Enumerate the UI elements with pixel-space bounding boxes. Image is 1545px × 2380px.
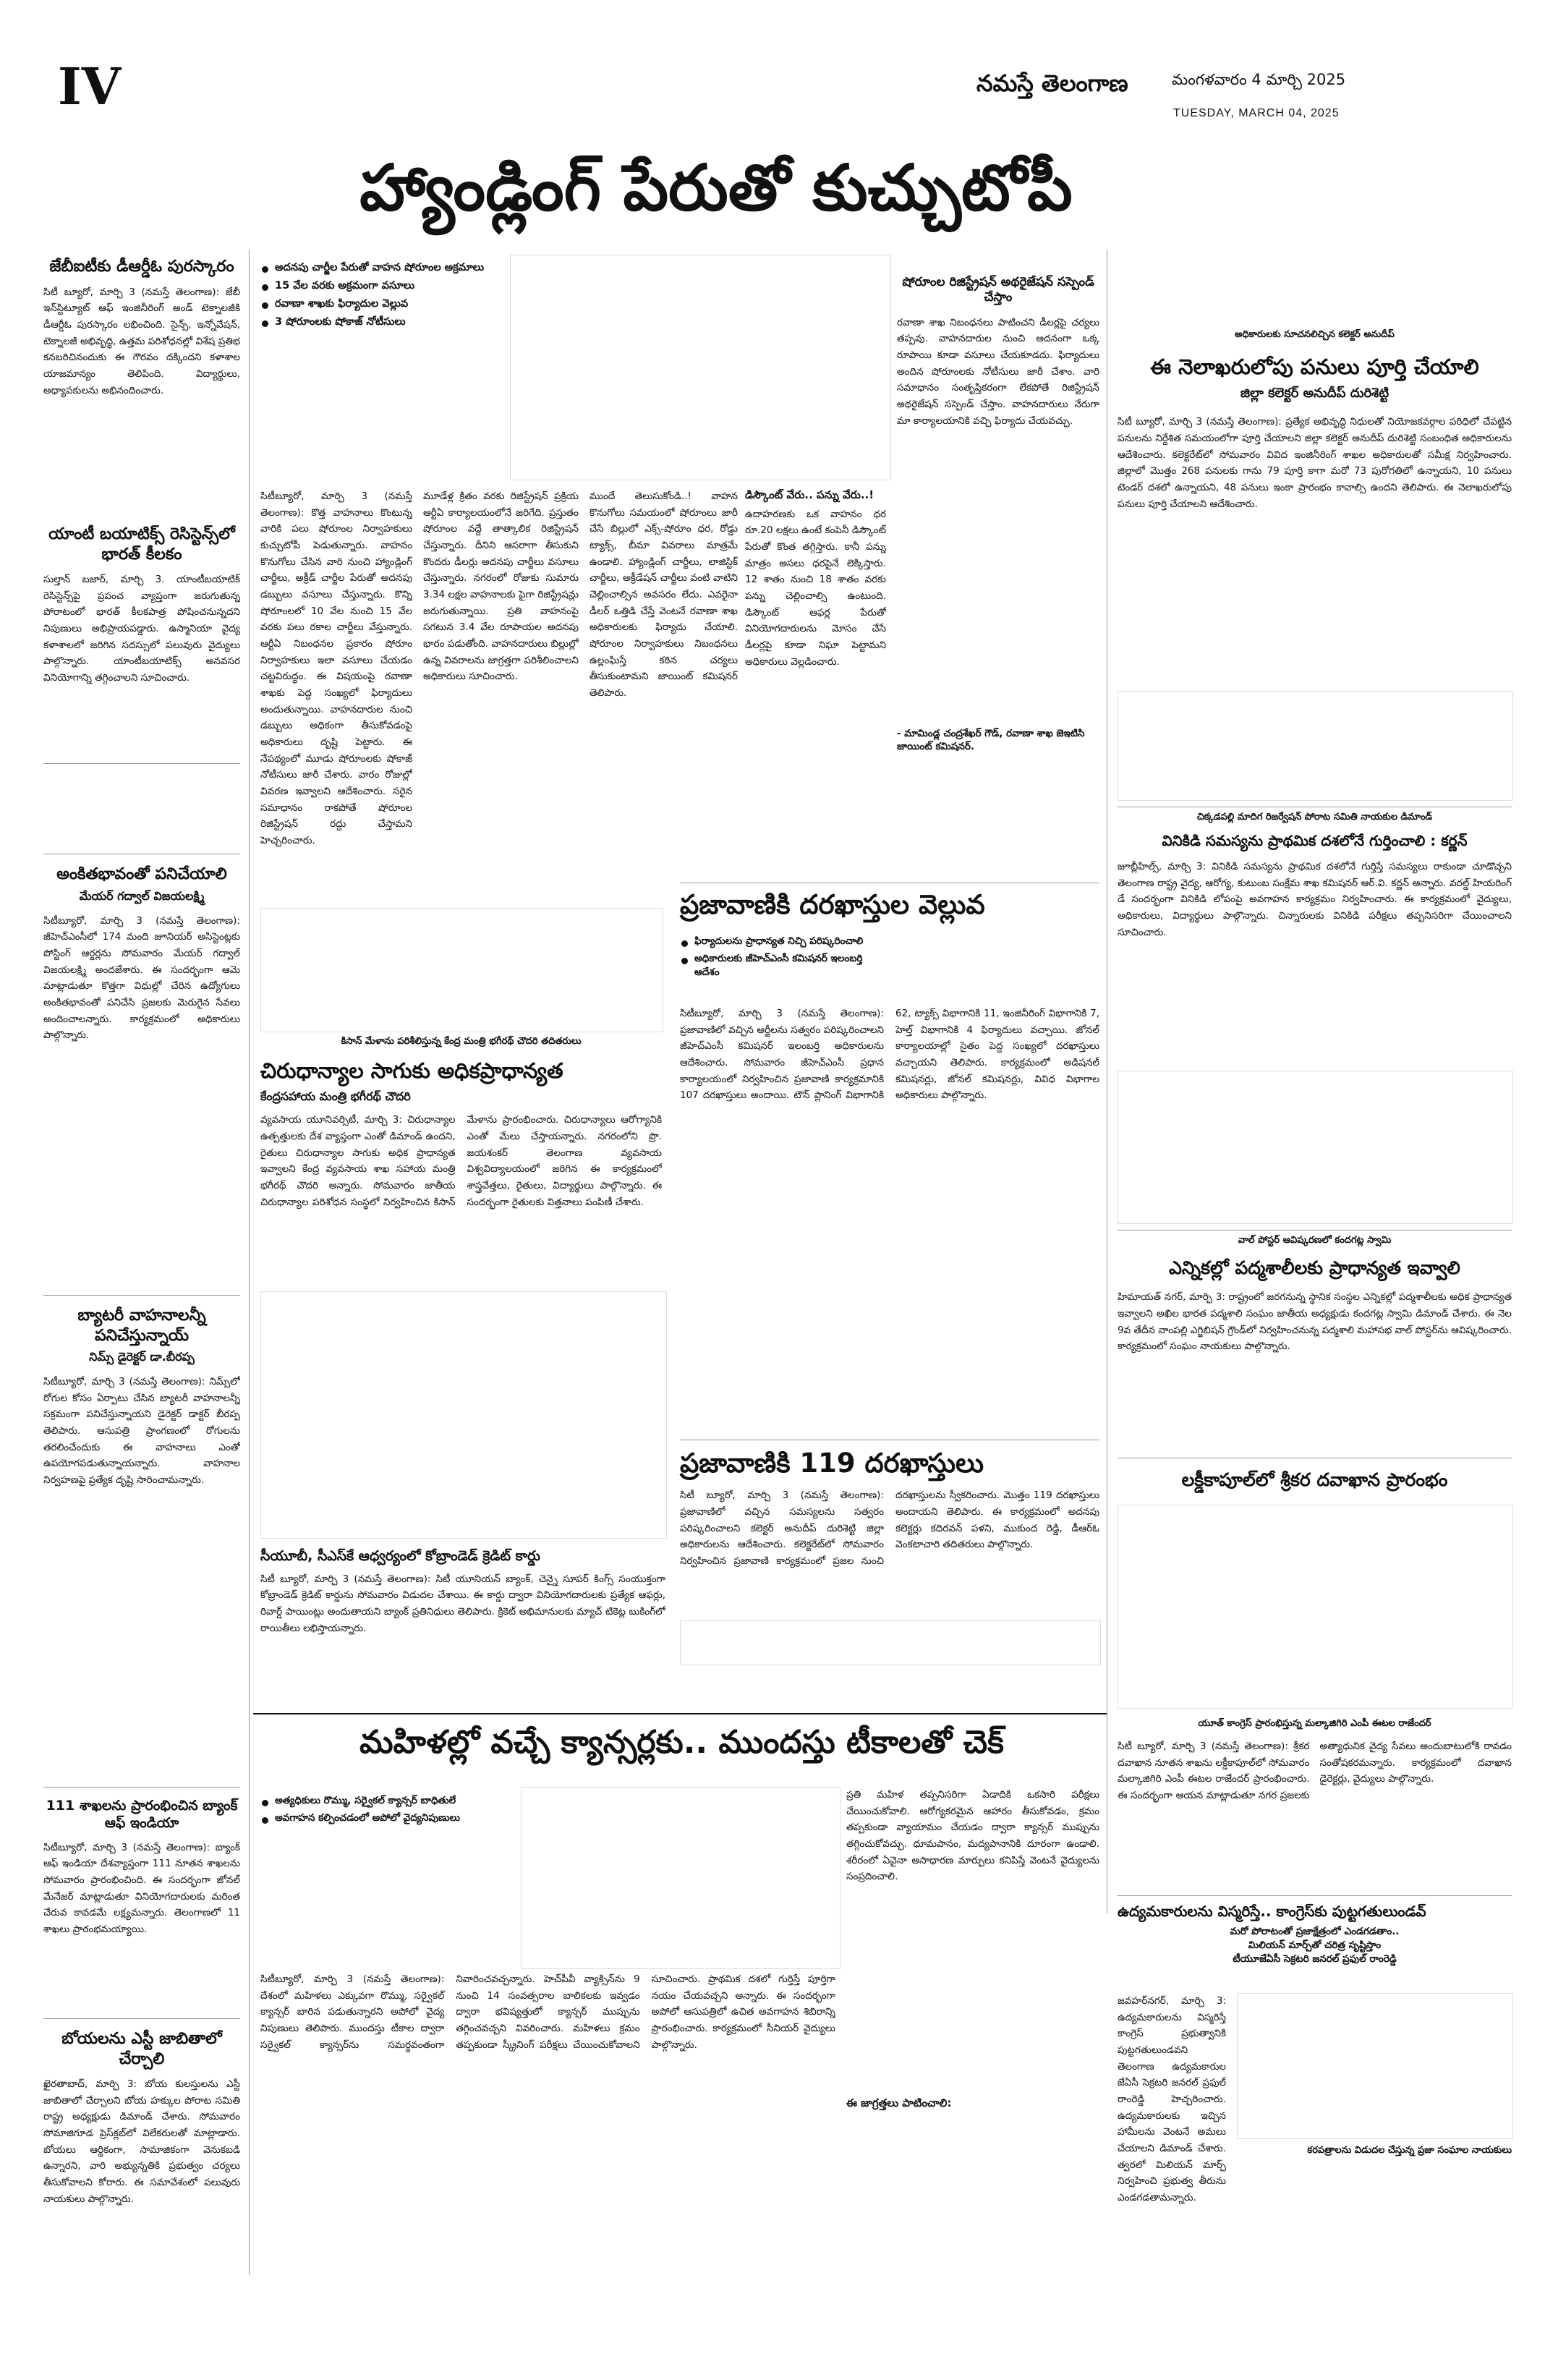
date-english: TUESDAY, MARCH 04, 2025: [1173, 107, 1340, 119]
story-kicker: యూత్ కాంగ్రెస్ ప్రారంభిస్తున్న మల్కాజిగిరి ఎంపీ ఈటల రాజేందర్: [1198, 1718, 1431, 1729]
story-byline: జిల్లా కలెక్టర్ అనుదీప్ దురిశెట్టి: [1240, 386, 1389, 401]
story-subline: మిలియన్ మార్చ్‌తో చరిత్ర సృష్టిస్తాం: [1248, 1939, 1382, 1951]
bullet-item: అత్యధికులు రొమ్ము, సర్వైకల్ క్యాన్సర్ బాధితులే: [260, 1794, 514, 1809]
cancer-headline: మహిళల్లో వచ్చే క్యాన్సర్లకు.. ముందస్తు టీకాలతో చెక్: [359, 1724, 1005, 1761]
story-boya-st: [43, 2029, 240, 2380]
story-body: సిటీ బ్యూరో, మార్చి 3 (నమస్తే తెలంగాణ): ప్రత్యేక అభివృద్ధి నిధులతో నియోజకవర్గాల పరిధిలో చేపట్టిన పనులను నిర్దేశిత సమయంలోగా పూర్తి చేయాలని జిల్లా కలెక్టర్ అనుదీప్ దురిశెట్టి సంబంధిత అధికారులను ఆదేశించారు. కలెక్టరేట్‌లో సోమవారం వివిద ఇంజినీరింగ్ శాఖల అధికారులతో సమీక్ష నిర్వహించారు. జిల్లాలో మొత్తం 268 పనులకు గాను 79 పూర్తి కాగా మరో 73 పురోగతిలో ఉన్నాయని, 10 పనులు టెండర్ దశలో ఉన్నాయని, 48 పనులు ఇంకా ప్రారంభం కావాల్సి ఉందని తెలిపారు. ఈ నెలాఖరులోపు పనులు పూర్తి చేయాలని ఆదేశించారు.: [1118, 416, 1512, 510]
photo-caption: కరపత్రాలను విడుదల చేస్తున్న ప్రజా సంఘాల నాయకులు: [1307, 2145, 1512, 2156]
page-number: IV: [58, 56, 122, 116]
story-collector: [1118, 329, 1512, 653]
date-telugu: మంగళవారం 4 మార్చి 2025: [1172, 71, 1346, 88]
story-body: సిటీ బ్యూరో, మార్చి 3 (నమస్తే తెలంగాణ): సిటీ యూనియన్ బ్యాంక్, చెన్నై సూపర్ కింగ్స్ సంయుక్తంగా కోబ్రాండెడ్ క్రెడిట్ కార్డును సోమవారం విడుదల చేశాయి. ఈ కార్డు ద్వారా వినియోగదారులకు ప్రత్యేక ఆఫర్లు, రివార్డ్ పాయింట్లు అందుతాయని బ్యాంక్ ప్రతినిధులు తెలిపారు. క్రికెట్ అభిమానులకు మ్యాచ్ టికెట్ల బుకింగ్‌లో రాయితీలు లభిస్తాయన్నారు.: [260, 1573, 665, 1634]
column-divider: [249, 250, 250, 2275]
main-story-body-c: ముందే తెలుసుకోండి..! వాహన కొనుగోలు సమయంలో షోరూంలు జారీ చేసే బిల్లులో ఎక్స్-షోరూం ధర, రోడ్డు ట్యాక్స్, బీమా వివరాలు మాత్రమే ఉండాలి. హ్యాండ్లింగ్ చార్జీలు, లాజిస్టిక్ చార్జీలు, అక్రీడేషన్ చార్జీలు వంటి వాటిని చెల్లించాల్సిన అవసరం లేదు. ఎవరైనా డీలర్ ఒత్తిడి చేస్తే వెంటనే రవాణా శాఖ అధికారులకు ఫిర్యాదు చేయాలి. షోరూంల నిర్వాహకులు నిబంధనలు ఉల్లంఘిస్తే కఠిన చర్యలు తీసుకుంటామని జాయింట్ కమిషనర్ తెలిపారు.: [590, 490, 738, 700]
divider: [1118, 1230, 1512, 1231]
story-prajavani-1: [680, 888, 1099, 922]
story-headline: జేబీఐటీకు డీఆర్డీఓ పురస్కారం: [49, 258, 234, 276]
story-byline: నిమ్స్ డైరెక్టర్ డా.బీరప్ప: [89, 1350, 195, 1364]
prajavani-1-bullets: [680, 935, 882, 983]
story-kicker: అధికారులకు సూచనలిచ్చిన కలెక్టర్ అనుదీప్: [1235, 329, 1395, 340]
movement-body: జవహర్‌నగర్, మార్చి 3: ఉద్యమకారులను విస్మరిస్తే కాంగ్రెస్ ప్రభుత్వానికి పుట్టగతులుండవని తెలంగాణ ఉద్యమకారుల జేఏసీ సెక్రటరి జనరల్ ప్రఫుల్ రాంరెడ్డి హెచ్చరించారు. ఉద్యమకారులకు ఇచ్చిన హామీలను వెంటనే అమలు చేయాలని డిమాండ్ చేశారు. త్వరలో మిలియన్ మార్చ్ నిర్వహించి ప్రభుత్వ తీరును ఎండగడతామన్నారు.: [1118, 1995, 1226, 2204]
story-body: సుల్తాన్ బజార్, మార్చి 3. యాంటీబయాటిక్ రెసిస్టెన్స్‌పై ప్రపంచ వ్యాప్తంగా జరుగుతున్న పోరాటంలో భారత్ కీలకపాత్ర పోషించనున్నదని నిపుణులు అభిప్రాయపడ్డారు. ఉస్మానియా వైద్య కళాశాలలో జరిగిన సదస్సులో పలువురు వైద్యులు పాల్గొన్నారు. యాంటీబయాటిక్స్ అనవసర వినియోగాన్ని తగ్గించాలని సూచించారు.: [43, 574, 240, 684]
main-story-body-b: మూడేళ్ల క్రితం వరకు రిజిస్ట్రేషన్ ప్రక్రియ ఆర్టీఏ కార్యాలయంలోనే జరిగేది. ప్రస్తుతం షోరూంల వద్దే తాత్కాలిక రిజిస్ట్రేషన్ చేస్తున్నారు. దీనిని ఆసరాగా తీసుకుని కొందరు డీలర్లు అదనపు చార్జీలు వసూలు చేస్తున్నారు. నగరంలో రోజుకు సుమారు 3.34 లక్షల వాహనాలకు పైగా రిజిస్ట్రేషన్లు జరుగుతున్నాయి. ప్రతి వాహనంపై సగటున 3.4 వేల రూపాయల అదనపు భారం పడుతోంది. వాహనదారులు బిల్లుల్లో ఉన్న వివరాలను జాగ్రత్తగా పరిశీలించాలని అధికారులు సూచించారు.: [423, 490, 579, 683]
story-movement: [1118, 1903, 1512, 1972]
story-headline: బ్యాటరీ వాహనాలన్నీ పనిచేస్తున్నాయ్: [77, 1306, 206, 1345]
story-hearing: [1118, 812, 1512, 1040]
story-body: హిమాయత్ నగర్, మార్చి 3: రాష్ట్రంలో జరగనున్న స్థానిక సంస్థల ఎన్నికల్లో పద్మశాలీలకు అధిక ప్రాధాన్యత ఇవ్వాలని అఖిల భారత పద్మశాలి సంఘం జాతీయ అధ్యక్షుడు కందగట్ల స్వామి డిమాండ్ చేశారు. ఈ నెల 9వ తేదీన నాంపల్లి ఎగ్జిబిషన్ గ్రౌండ్‌లో నిర్వహించనున్న పద్మశాలి మహాసభ వాల్ పోస్టర్‌ను ఆవిష్కరించారు. కార్యక్రమంలో సంఘం నాయకులు పాల్గొన్నారు.: [1118, 1291, 1512, 1353]
story-body: సిటీ బ్యూరో, మార్చి 3 (నమస్తే తెలంగాణ): ప్రజావాణిలో వచ్చిన సమస్యలను సత్వరం పరిష్కరించాలని కలెక్టర్ అనుదీప్ దురిశెట్టి జిల్లా అధికారులను ఆదేశించారు. కలెక్టరేట్‌లో సోమవారం నిర్వహించిన ప్రజావాణి కార్యక్రమంలో ప్రజల నుంచి దరఖాస్తులను స్వీకరించారు. మొత్తం 119 దరఖాస్తులు అందాయని తెలిపారు. ఈ కార్యక్రమంలో అదనపు కలెక్టర్లు కదిరవన్ పళని, ముకుంద రెడ్డి, డీఆర్ఓ వెంకటాచారి తదితరులు పాల్గొన్నారు.: [680, 1489, 1099, 1567]
story-kicker: వాల్ పోస్టర్ ఆవిష్కరణలో కందగట్ల స్వామి: [1238, 1235, 1392, 1246]
story-battery-vehicles: [43, 1306, 240, 1721]
millets-kicker: కిసాన్ మేళాను పరిశీలిస్తున్న కేంద్ర మంత్రి భగీరథ్ చౌదరి తదితరులు: [341, 1036, 582, 1047]
story-etala: [1118, 1718, 1512, 1876]
cancer-sub-heading: ఈ జాగ్రత్తలు పాటించాలి:: [846, 2096, 952, 2109]
main-story-body-a: సిటీబ్యూరో, మార్చి 3 (నమస్తే తెలంగాణ): కొత్త వాహనాలు కొంటున్న వారికి పలు షోరూంల నిర్వాహకులు కుచ్చుటోపీ పెడుతున్నారు. వాహనం కొనుగోలు చేసిన వారి నుంచి హ్యాండ్లింగ్ చార్జీలు, అక్రీడ్ చార్జీల పేరుతో అదనపు డబ్బులు వసూలు చేస్తున్నారు. కొన్ని షోరూంలలో 10 వేల నుంచి 15 వేల వరకు పలు రకాల చార్జీలు వేస్తున్నారు. ఆర్టీఏ నిబంధనల ప్రకారం షోరూం నిర్వాహకులు ఇలా వసూలు చేయడం చట్టవిరుద్ధం. ఈ విషయంపై రవాణా శాఖకు పెద్ద సంఖ్యలో ఫిర్యాదులు అందుతున్నాయి. వాహనదారుల నుంచి డబ్బులు అధికంగా తీసుకోవడంపై అధికారులు దృష్టి పెట్టారు. ఈ నేపథ్యంలో మూడు షోరూంలకు షోకాజ్ నోటీసులు జారీ చేశారు. వారం రోజుల్లో వివరణ ఇవ్వాలని ఆదేశించారు. సరైన సమాధానం రాకపోతే షోరూంల రిజిస్ట్రేషన్ రద్దు చేస్తామని హెచ్చరించారు.: [260, 490, 412, 847]
cobrand-photo: [680, 1620, 1101, 1665]
story-headline: అంకితభావంతో పనిచేయాలి: [56, 865, 227, 883]
srikara-photo: [1118, 1505, 1513, 1709]
bullet-item: రవాణా శాఖకు ఫిర్యాదుల వెల్లువ: [260, 297, 499, 312]
story-headline: ప్రజావాణికి దరఖాస్తుల వెల్లువ: [680, 889, 985, 920]
story-headline: ఈ నెలాఖరులోపు పనులు పూర్తి చేయాలి: [1150, 354, 1479, 379]
box-body: రవాణా శాఖ నిబంధనలు పాటించని డీలర్లపై చర్యలు తప్పవు. వాహనదారుల నుంచి అదనంగా ఒక్క రూపాయి కూడా వసూలు చేయకూడదు. ఫిర్యాదులు అందిన షోరూంలకు నోటీసులు జారీ చేశాం. వారి సమాధానం సంతృప్తికరంగా లేకపోతే రిజిస్ట్రేషన్ అథరైజేషన్ సస్పెండ్ చేస్తాం. వాహనదారులు నేరుగా మా కార్యాలయానికి వచ్చి ఫిర్యాదు చేయవచ్చు.: [897, 316, 1099, 427]
story-byline: మేయర్ గద్వాల్ విజయలక్ష్మి: [79, 888, 205, 903]
main-sub-heading: డిస్కౌంట్ వేరు.. పన్ను వేరు..!: [745, 488, 874, 501]
story-body: సిటీబ్యూరో, మార్చి 3 (నమస్తే తెలంగాణ): నిమ్స్‌లో రోగుల కోసం ఏర్పాటు చేసిన బ్యాటరీ వాహనాలన్నీ సక్రమంగా పనిచేస్తున్నాయని డైరెక్టర్ డాక్టర్ బీరప్ప తెలిపారు. ఆసుపత్రి ప్రాంగణంలో రోగులను తరలించేందుకు ఈ వాహనాలు ఎంతో ఉపయోగపడుతున్నాయన్నారు. వాహనాల నిర్వహణపై ప్రత్యేక దృష్టి సారించామన్నారు.: [43, 1376, 240, 1487]
story-headline: ఎన్నికల్లో పద్మశాలీలకు ప్రాధాన్యత ఇవ్వాలి: [1169, 1257, 1460, 1278]
story-body: సిటీబ్యూరో, మార్చి 3 (నమస్తే తెలంగాణ): జీహెచ్ఎంసీలో 174 మంది జూనియర్ అసిస్టెంట్లకు పోస్టింగ్ ఆర్డర్లను సోమవారం మేయర్ గద్వాల్ విజయలక్ష్మి అందజేశారు. ఈ సందర్భంగా ఆమె మాట్లాడుతూ కొత్తగా విధుల్లో చేరిన ఉద్యోగులు అంకితభావంతో పనిచేసి ప్రజలకు మెరుగైన సేవలు అందించాలన్నారు. కార్యక్రమంలో అధికారులు పాల్గొన్నారు.: [43, 914, 240, 1042]
box-title: షోరూంల రిజిస్ట్రేషన్ అథరైజేషన్ సస్పెండ్ చేస్తాం: [902, 275, 1094, 305]
story-body: వ్యవసాయ యూనివర్సిటీ, మార్చి 3: చిరుధాన్యాల ఉత్పత్తులకు దేశ వ్యాప్తంగా ఎంతో డిమాండ్ ఉందని, రైతులు చిరుధాన్యాల సాగుకు అధిక ప్రాధాన్యత ఇవ్వాలని కేంద్ర వ్యవసాయ శాఖ సహాయ మంత్రి భగీరథ్ చౌదరి అన్నారు. సోమవారం జాతీయ చిరుధాన్యాల పరిశోధన సంస్థలో నిర్వహించిన కిసాన్ మేళాను ప్రారంభించారు. చిరుధాన్యాలు ఆరోగ్యానికి ఎంతో మేలు చేస్తాయన్నారు. నగరంలోని ప్రొ. జయశంకర్ తెలంగాణ వ్యవసాయ విశ్వవిద్యాలయంలో జరిగిన ఈ కార్యక్రమంలో శాస్త్రవేత్తలు, రైతులు, విద్యార్థులు పాల్గొన్నారు. ఈ సందర్భంగా రైతులకు విత్తనాలు పంపిణీ చేశారు.: [260, 1114, 662, 1208]
prajavani-photo: [260, 1291, 667, 1539]
story-headline: 111 శాఖలను ప్రారంభించిన బ్యాంక్ ఆఫ్ ఇండియా: [46, 1798, 238, 1831]
story-cobrand: [260, 1548, 665, 1651]
main-headline: హ్యాండ్లింగ్ పేరుతో కుచ్చుటోపీ: [359, 150, 1073, 225]
story-antibiotics: [43, 524, 240, 846]
collector-photo: [1118, 691, 1513, 801]
story-subline: టీయూజేఏసీ సెక్రటరి జనరల్ ప్రఫుల్ రాంరెడ్డి: [1233, 1952, 1397, 1965]
story-headline: ఉద్యమకారులను విస్మరిస్తే.. కాంగ్రెస్‌కు పుట్టగతులుండవ్: [1118, 1903, 1426, 1920]
story-body: ఖైరతాబాద్, మార్చి 3: బోయ కులస్తులను ఎస్టీ జాబితాలో చేర్చాలని బోయ హక్కుల పోరాట సమితి రాష్ట్ర అధ్యక్షుడు డిమాండ్ చేశారు. సోమవారం సోమాజిగూడ ప్రెస్‌క్లబ్‌లో విలేకరులతో మాట్లాడారు. బోయలు ఆర్థికంగా, సామాజికంగా వెనుకబడి ఉన్నారని, వారి అభ్యున్నతికి ప్రభుత్వం చర్యలు తీసుకోవాలని కోరారు. ఈ సమావేశంలో పలువురు నాయకులు పాల్గొన్నారు.: [43, 2078, 240, 2205]
divider: [43, 1295, 240, 1296]
story-byline: కేంద్రసహాయ మంత్రి భగీరథ్ చౌదరి: [260, 1089, 411, 1104]
thick-rule: [253, 1713, 1107, 1714]
divider: [1118, 1895, 1512, 1896]
story-headline: చిరుధాన్యాల సాగుకు అధికప్రాధాన్యత: [260, 1058, 563, 1083]
cancer-photo: [521, 1787, 840, 1969]
story-body: సిటీ బ్యూరో, మార్చి 3 (నమస్తే తెలంగాణ): జేబీ ఇన్‌స్టిట్యూట్ ఆఫ్ ఇంజినీరింగ్ అండ్ టెక్నాలజీకి డీఆర్డీఓ పురస్కారం లభించింది. సైన్స్, ఇన్నోవేషన్, టెక్నాలజీ అభివృద్ధి, ఉత్తమ పరిశోధనల్లో విశేష ప్రతిభ కనబరిచినందుకు ఈ గౌరవం దక్కిందని కళాశాల యాజమాన్యం తెలిపింది. విద్యార్థులు, అధ్యాపకులను అభినందించారు.: [43, 286, 240, 396]
main-story-col-d: [745, 488, 886, 868]
masthead: నమస్తే తెలంగాణ: [976, 69, 1128, 97]
divider: [43, 1787, 240, 1788]
story-body: సిటీబ్యూరో, మార్చి 3 (నమస్తే తెలంగాణ): బ్యాంక్ ఆఫ్ ఇండియా దేశవ్యాప్తంగా 111 నూతన శాఖలను సోమవారం ప్రారంభించింది. ఈ సందర్భంగా జోనల్ మేనేజర్ మాట్లాడుతూ వినియోగదారులకు మరింత చేరువ కావడమే లక్ష్యమన్నారు. తెలంగాణలో 11 శాఖలు ప్రారంభమయ్యాయి.: [43, 1841, 240, 1935]
left-column: [43, 257, 240, 501]
main-story-photo: [510, 255, 891, 480]
bullet-item: ఫిర్యాదులను ప్రాధాన్యత నిచ్చి పరిష్కరించాలి: [680, 935, 882, 949]
story-prajavani-2: [680, 1447, 1099, 1639]
bullet-item: అధికారులకు జీహెచ్ఎంసీ కమిషనర్ ఇలంబర్తి ఆదేశం: [680, 952, 882, 980]
cancer-body-2: ప్రతి మహిళ తప్పనిసరిగా ఏడాదికి ఒకసారి పరీక్షలు చేయించుకోవాలి. ఆరోగ్యకరమైన ఆహారం తీసుకోవడం, క్రమం తప్పకుండా వ్యాయామం చేయడం ద్వారా క్యాన్సర్ ముప్పును తగ్గించుకోవచ్చు. ధూమపానం, మద్యపానానికి దూరంగా ఉండాలి. శరీరంలో ఏవైనా అసాధారణ మార్పులు కనిపిస్తే వెంటనే వైద్యులను సంప్రదించాలి.: [846, 1789, 1099, 1883]
main-story-bullets: [260, 260, 499, 333]
story-dedication: [43, 864, 240, 1217]
cancer-sidebar: [846, 1787, 1099, 2110]
movement-photo: [1237, 1993, 1513, 2139]
story-headline: బోయలను ఎస్టీ జాబితాలో చేర్చాలి: [61, 2030, 222, 2068]
prajavani-1-body: సిటీబ్యూరో, మార్చి 3 (నమస్తే తెలంగాణ): ప్రజావాణిలో వచ్చిన అర్జీలను సత్వరం పరిష్కరించాలని జీహెచ్ఎంసీ కమిషనర్ ఇలంబర్తి అధికారులను ఆదేశించారు. సోమవారం జీహెచ్ఎంసీ ప్రధాన కార్యాలయంలో నిర్వహించిన ప్రజావాణి కార్యక్రమానికి 107 దరఖాస్తులు అందాయి. టౌన్ ప్లానింగ్ విభాగానికి 62, ట్యాక్స్ విభాగానికి 11, ఇంజినీరింగ్ విభాగానికి 7, హెల్త్ విభాగానికి 4 ఫిర్యాదులు వచ్చాయి. జోనల్ కార్యాలయాల్లో సైతం పెద్ద సంఖ్యలో దరఖాస్తులు వచ్చాయని తెలిపారు. కార్యక్రమంలో అడిషనల్ కమిషనర్లు, జోనల్ కమిషనర్లు, వివిధ విభాగాల అధికారులు పాల్గొన్నారు.: [680, 1008, 1099, 1102]
main-story-box: [897, 275, 1099, 754]
divider: [43, 2018, 240, 2019]
story-drdo: [43, 257, 240, 501]
story-headline: సీయూబీ, సీఎస్‌కే ఆధ్వర్యంలో కోబ్రాండెడ్ క్రెడిట్ కార్డు: [260, 1548, 540, 1564]
story-kicker: చిక్కడపల్లి మాదిగ రిజర్వేషన్ పోరాట సమితి నాయకుల డిమాండ్: [1196, 812, 1433, 823]
main-story-body-d: ఉదాహరణకు ఒక వాహనం ధర రూ.20 లక్షలు ఉంటే కంపెనీ డిస్కౌంట్ పేరుతో కొంత తగ్గిస్తారు. కానీ పన్ను మాత్రం అసలు ధరపైనే లెక్కిస్తారు. 12 శాతం నుంచి 18 శాతం వరకు పన్ను చెల్లించాల్సి ఉంటుంది. డిస్కౌంట్ ఆఫర్ల పేరుతో వినియోగదారులను మోసం చేసే డీలర్లపై కూడా నిఘా పెట్టామని అధికారులు వెల్లడించారు.: [745, 508, 886, 668]
story-padmashali: [1118, 1235, 1512, 1441]
story-millets: [260, 1058, 662, 1278]
cancer-bullets: [260, 1794, 514, 1828]
story-headline: ప్రజావాణికి 119 దరఖాస్తులు: [680, 1448, 984, 1479]
kisan-mela-photo: [260, 908, 663, 1032]
story-headline: యాంటీ బయాటిక్స్ రెసిస్టెన్స్‌లో భారత్ కీలకం: [48, 525, 235, 564]
hearing-photo: [1118, 1071, 1513, 1224]
story-headline-srikara: లక్డీకాపూల్‌లో శ్రీకర దవాఖాన ప్రారంభం: [1181, 1469, 1448, 1490]
story-body: జూబ్లీహిల్స్, మార్చి 3: వినికిడి సమస్యను ప్రాథమిక దశలోనే గుర్తిస్తే సమస్యలు రాకుండా చూడొచ్చని తెలంగాణ రాష్ట్ర వైద్య, ఆరోగ్య, కుటుంబ సంక్షేమ శాఖ కమిషనర్ ఆర్.వి. కర్ణన్ అన్నారు. వరల్డ్ హియరింగ్ డే సందర్భంగా వినికిడి లోపంపై అవగాహన కార్యక్రమం నిర్వహించారు. ఈ కార్యక్రమంలో వైద్యులు, అధికారులు, విద్యార్థులు పాల్గొన్నారు. చిన్నారులకు వినికిడి పరీక్షలు తప్పనిసరిగా చేయించాలని సూచించారు.: [1118, 861, 1512, 938]
story-bank-of-india: [43, 1798, 240, 1984]
bullet-item: అదనపు చార్జీల పేరుతో వాహన షోరూంల అక్రమాలు: [260, 260, 499, 276]
bullet-item: 3 షోరూంలకు షోకాజ్ నోటీసులు: [260, 315, 499, 330]
cancer-body: సిటీబ్యూరో, మార్చి 3 (నమస్తే తెలంగాణ): దేశంలో మహిళలు ఎక్కువగా రొమ్ము, సర్వైకల్ క్యాన్సర్ బారిన పడుతున్నారని అపోలో వైద్య నిపుణులు తెలిపారు. ముందస్తు టీకాల ద్వారా సర్వైకల్ క్యాన్సర్‌ను సమర్థవంతంగా నివారించవచ్చన్నారు. హెచ్‌పీవీ వ్యాక్సిన్‌ను 9 నుంచి 14 సంవత్సరాల బాలికలకు ఇవ్వడం ద్వారా భవిష్యత్తులో క్యాన్సర్ ముప్పును తగ్గించవచ్చని వివరించారు. మహిళలు క్రమం తప్పకుండా స్క్రీనింగ్ పరీక్షలు చేయించుకోవాలని సూచించారు. ప్రాథమిక దశలో గుర్తిస్తే పూర్తిగా నయం చేయవచ్చని అన్నారు. ఈ సందర్భంగా అపోలో ఆసుపత్రిలో ఉచిత అవగాహన శిబిరాన్ని ప్రారంభించారు. కార్యక్రమంలో సీనియర్ వైద్యులు పాల్గొన్నారు.: [260, 1973, 835, 2051]
story-headline: వినికిడి సమస్యను ప్రాథమిక దశలోనే గుర్తించాలి : కర్ణన్: [1162, 832, 1468, 849]
story-body: సిటీ బ్యూరో, మార్చి 3 (నమస్తే తెలంగాణ): శ్రీకర దవాఖాన నూతన శాఖను లక్డీకాపూల్‌లో సోమవారం మల్కాజిగిరి ఎంపీ ఈటల రాజేందర్ ప్రారంభించారు. ఈ సందర్భంగా ఆయన మాట్లాడుతూ నగర ప్రజలకు అత్యాధునిక వైద్య సేవలు అందుబాటులోకి రావడం సంతోషకరమన్నారు. కార్యక్రమంలో దవాఖాన డైరెక్టర్లు, వైద్యులు పాల్గొన్నారు.: [1118, 1741, 1512, 1802]
bullet-item: అవగాహన కల్పించడంలో అపోలో వైద్యనిపుణులు: [260, 1811, 514, 1826]
bullet-item: 15 వేల వరకు అక్రమంగా వసూలు: [260, 279, 499, 294]
box-author: - మామిండ్ల చంద్రశేఖర్ గౌడ్, రవాణా శాఖ జెఇటిసి జాయింట్ కమిషనర్.: [897, 727, 1085, 753]
story-subline: మరో పోరాటంతో ప్రజాక్షేత్రంలో ఎండగడతాం..: [1230, 1926, 1400, 1937]
